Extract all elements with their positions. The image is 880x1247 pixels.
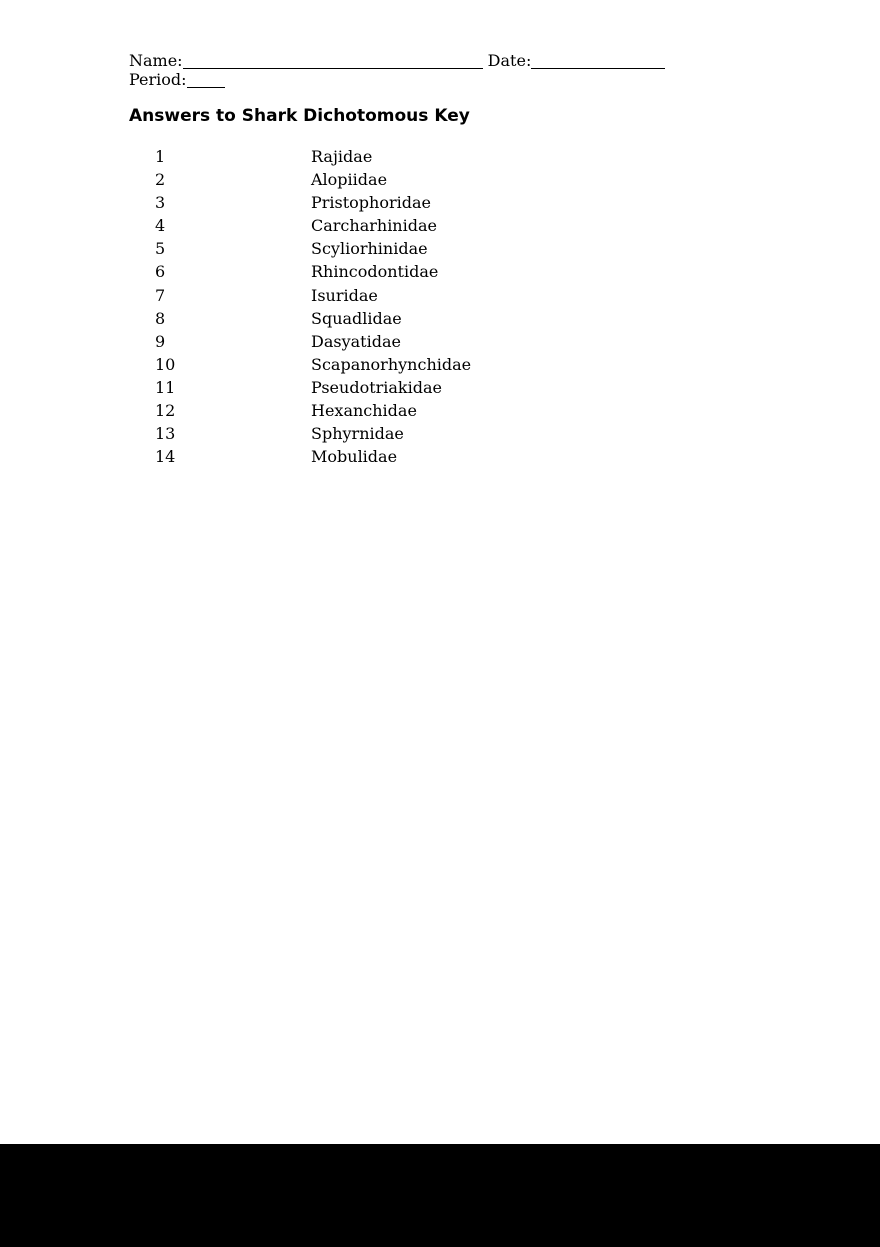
answer-family: Pristophoridae <box>311 193 431 213</box>
answer-family: Pseudotriakidae <box>311 377 442 397</box>
answer-number: 7 <box>155 285 166 305</box>
period-blank <box>187 73 225 88</box>
viewer-background <box>0 1144 880 1247</box>
answer-family: Sphyrnidae <box>311 424 404 444</box>
answer-family: Mobulidae <box>311 447 398 467</box>
answer-family: Isuridae <box>311 285 378 305</box>
date-blank <box>531 54 665 69</box>
answer-family: Carcharhinidae <box>311 216 437 236</box>
answer-family: Rhincodontidae <box>311 262 439 282</box>
answer-number: 2 <box>155 170 166 190</box>
answer-family: Rajidae <box>311 147 373 166</box>
answer-number: 13 <box>155 424 176 444</box>
answer-family: Alopiidae <box>311 170 388 190</box>
period-label: Period: <box>129 70 187 89</box>
answer-number: 1 <box>155 147 166 166</box>
answer-number: 12 <box>155 401 176 421</box>
answer-family: Scapanorhynchidae <box>311 354 472 374</box>
name-label: Name: <box>129 51 183 70</box>
answer-number: 4 <box>155 216 166 236</box>
answer-number: 11 <box>155 377 176 397</box>
answer-number: 8 <box>155 308 166 328</box>
date-label: Date: <box>487 51 532 70</box>
answer-number: 9 <box>155 331 166 351</box>
period-line <box>129 71 225 89</box>
name-blank <box>183 54 483 69</box>
name-date-line <box>129 52 665 70</box>
answer-number: 10 <box>155 354 176 374</box>
answer-family: Scyliorhinidae <box>311 239 428 259</box>
answer-number: 3 <box>155 193 166 213</box>
answer-number: 6 <box>155 262 166 282</box>
answer-family: Hexanchidae <box>311 401 417 421</box>
answer-number: 5 <box>155 239 166 259</box>
answer-family: Dasyatidae <box>311 331 401 351</box>
answer-number: 14 <box>155 447 176 467</box>
answer-family: Squadlidae <box>311 308 402 328</box>
document-title: Answers to Shark Dichotomous Key <box>129 106 470 126</box>
